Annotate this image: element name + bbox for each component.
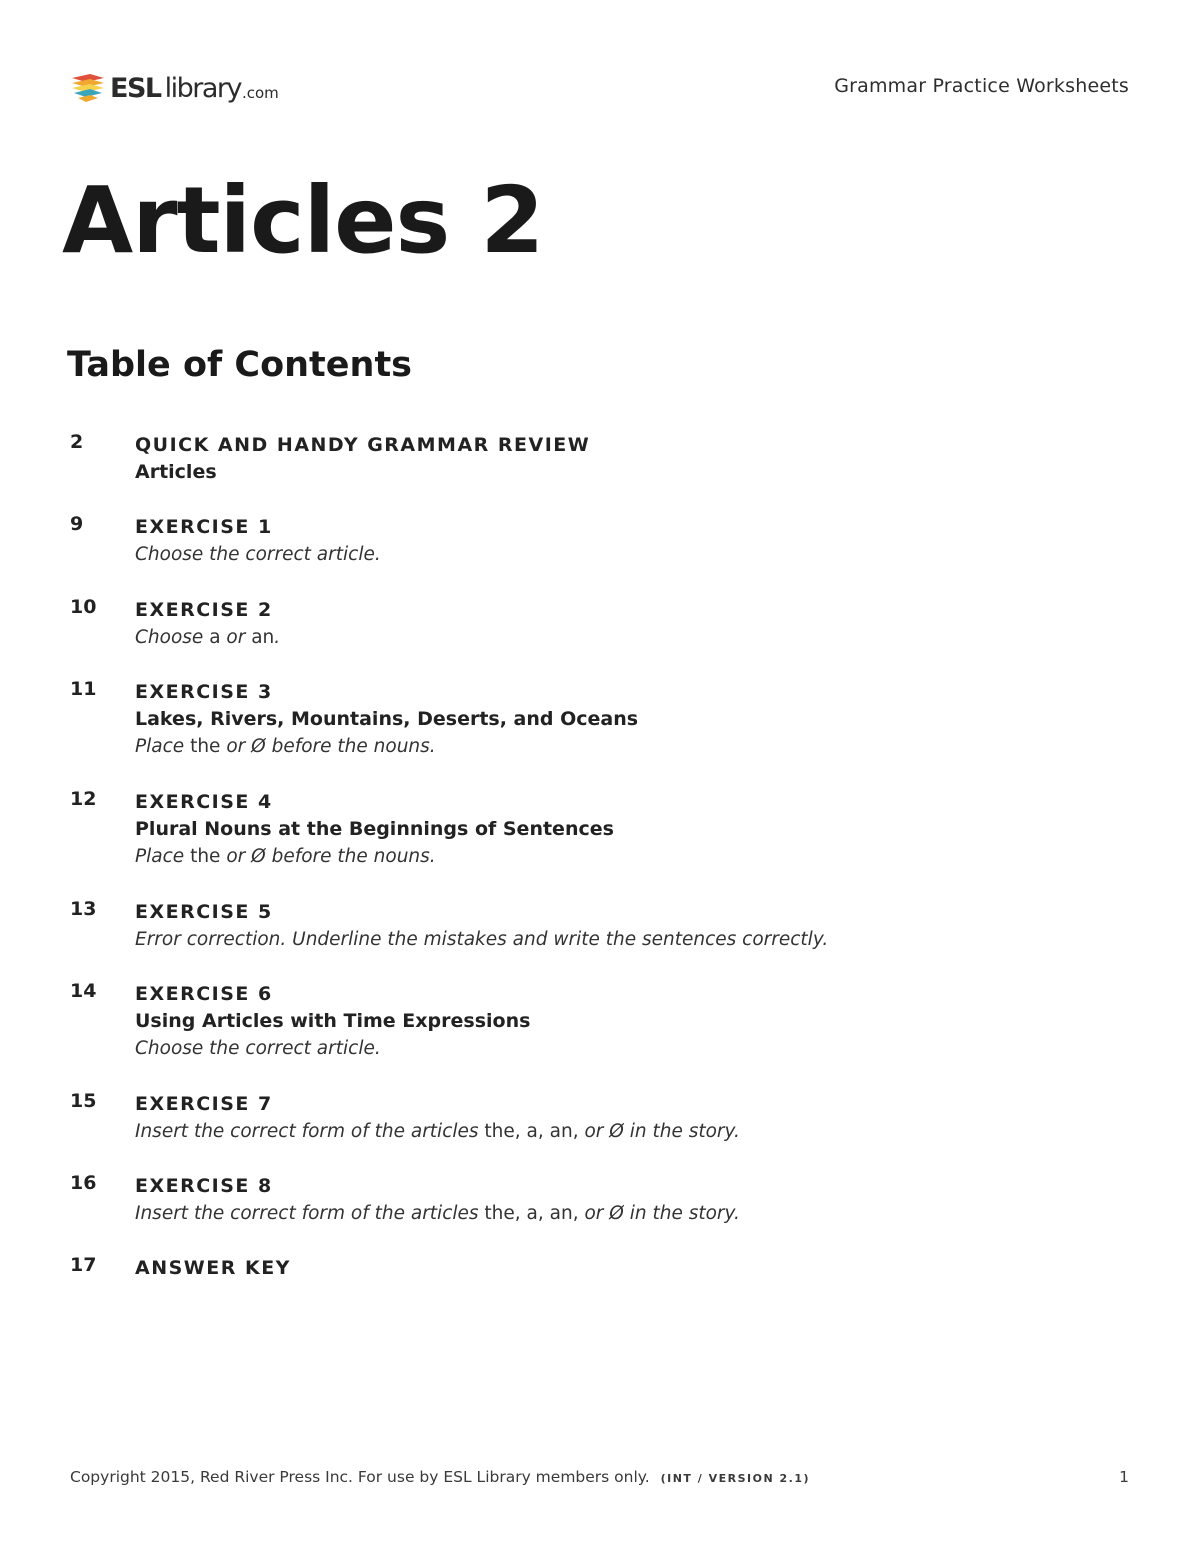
toc-entry-label: EXERCISE 3 bbox=[135, 681, 273, 703]
toc-entry-label: EXERCISE 7 bbox=[135, 1093, 273, 1115]
instruction-segment: the, a, an, bbox=[484, 1121, 579, 1142]
toc-entry-body bbox=[135, 1254, 291, 1282]
instruction-segment: the bbox=[190, 846, 221, 867]
toc-page-number: 15 bbox=[70, 1090, 97, 1112]
toc-entry-instruction bbox=[135, 1118, 740, 1145]
logo-brand-suffix: .com bbox=[241, 84, 279, 102]
toc-entry-body bbox=[135, 1090, 740, 1145]
instruction-segment: Choose the correct article. bbox=[135, 544, 381, 565]
toc-entry-body bbox=[135, 678, 638, 760]
series-title: Grammar Practice Worksheets bbox=[834, 75, 1129, 97]
instruction-segment: the bbox=[190, 736, 221, 757]
toc-page-number: 12 bbox=[70, 788, 97, 810]
logo-brand-light: library bbox=[164, 72, 241, 104]
toc-page-number: 13 bbox=[70, 898, 97, 920]
esl-library-logo bbox=[70, 70, 279, 106]
toc-entry-label: EXERCISE 5 bbox=[135, 901, 273, 923]
instruction-segment: or bbox=[220, 627, 252, 648]
instruction-segment: an bbox=[251, 627, 275, 648]
toc-entry-instruction bbox=[135, 733, 638, 760]
toc-entry-label: ANSWER KEY bbox=[135, 1257, 291, 1279]
toc-entry-body bbox=[135, 788, 614, 870]
toc-page-number: 10 bbox=[70, 596, 97, 618]
copyright-text: Copyright 2015, Red River Press Inc. For use by ESL Library members only. bbox=[70, 1468, 650, 1486]
toc-page-number: 2 bbox=[70, 431, 84, 453]
toc-entry-label: QUICK AND HANDY GRAMMAR REVIEW bbox=[135, 434, 591, 456]
toc-entry-label: EXERCISE 2 bbox=[135, 599, 273, 621]
toc-entry-label: EXERCISE 6 bbox=[135, 983, 273, 1005]
toc-entry-body bbox=[135, 513, 381, 568]
toc-entry-body bbox=[135, 898, 828, 953]
instruction-segment: a bbox=[209, 627, 221, 648]
toc-entry-body bbox=[135, 1172, 740, 1227]
toc-entry-subtitle: Articles bbox=[135, 461, 217, 483]
instruction-segment: Choose bbox=[135, 627, 210, 648]
book-stack-logo-icon bbox=[70, 70, 106, 106]
toc-entry-instruction bbox=[135, 624, 280, 651]
instruction-segment: Choose the correct article. bbox=[135, 1038, 381, 1059]
instruction-segment: or Ø in the story. bbox=[578, 1203, 740, 1224]
toc-page-number: 14 bbox=[70, 980, 97, 1002]
toc-entry-label: EXERCISE 8 bbox=[135, 1175, 273, 1197]
document-title: Articles 2 bbox=[62, 167, 544, 274]
footer-copyright bbox=[70, 1468, 810, 1486]
toc-entry-body bbox=[135, 980, 530, 1062]
toc-entry-instruction bbox=[135, 926, 828, 953]
toc-entry-instruction bbox=[135, 1035, 530, 1062]
page-number: 1 bbox=[1119, 1468, 1129, 1486]
instruction-segment: Insert the correct form of the articles bbox=[135, 1121, 485, 1142]
version-label: (INT / VERSION 2.1) bbox=[660, 1472, 811, 1485]
toc-page-number: 16 bbox=[70, 1172, 97, 1194]
toc-entry-instruction bbox=[135, 541, 381, 568]
instruction-segment: . bbox=[274, 627, 281, 648]
instruction-segment: Place bbox=[135, 846, 191, 867]
toc-entry-body bbox=[135, 431, 590, 486]
toc-page-number: 9 bbox=[70, 513, 84, 535]
toc-entry-instruction bbox=[135, 1200, 740, 1227]
instruction-segment: or Ø in the story. bbox=[578, 1121, 740, 1142]
toc-entry-label: EXERCISE 4 bbox=[135, 791, 273, 813]
toc-entry-subtitle: Lakes, Rivers, Mountains, Deserts, and Oceans bbox=[135, 708, 639, 730]
instruction-segment: Error correction. Underline the mistakes and write the sentences correctly. bbox=[135, 929, 829, 950]
toc-entry-subtitle: Plural Nouns at the Beginnings of Sentences bbox=[135, 818, 614, 840]
instruction-segment: or Ø before the nouns. bbox=[220, 736, 436, 757]
toc-entry-label: EXERCISE 1 bbox=[135, 516, 273, 538]
instruction-segment: Insert the correct form of the articles bbox=[135, 1203, 485, 1224]
toc-entry-subtitle: Using Articles with Time Expressions bbox=[135, 1010, 531, 1032]
toc-page-number: 11 bbox=[70, 678, 97, 700]
logo-brand-bold: ESL bbox=[110, 72, 161, 104]
toc-entry-body bbox=[135, 596, 280, 651]
toc-heading: Table of Contents bbox=[67, 345, 413, 385]
toc-entry-instruction bbox=[135, 843, 614, 870]
instruction-segment: or Ø before the nouns. bbox=[220, 846, 436, 867]
toc-page-number: 17 bbox=[70, 1254, 97, 1276]
instruction-segment: Place bbox=[135, 736, 191, 757]
instruction-segment: the, a, an, bbox=[484, 1203, 579, 1224]
